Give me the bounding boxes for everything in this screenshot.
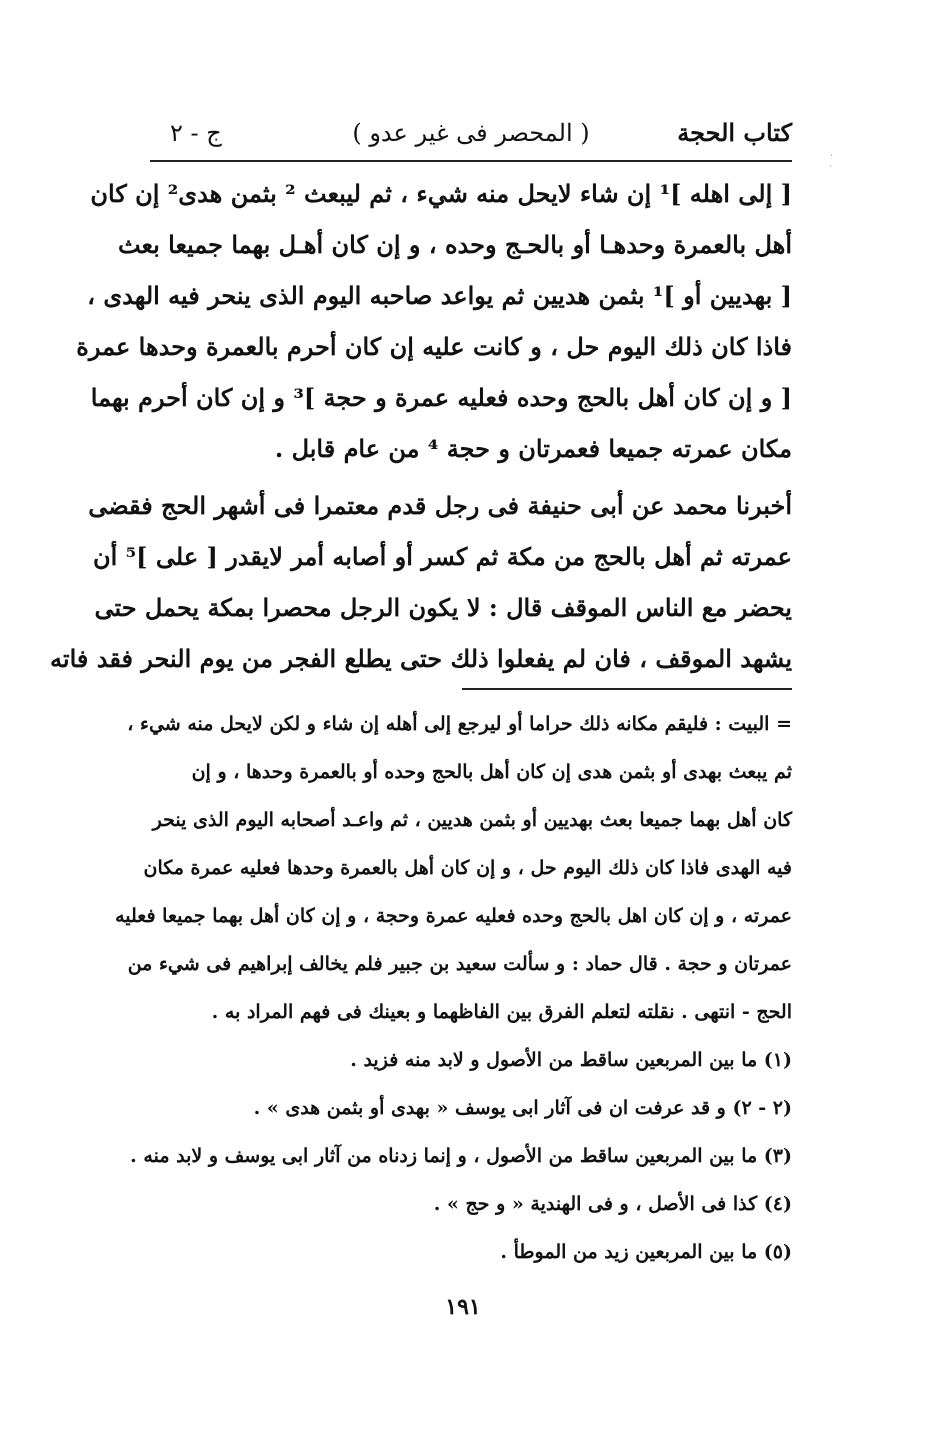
footnote-line: كان أهل بهما جميعا بعث بهديين أو بثمن هديين ، ثم واعـد أصحابه اليوم الذى ينحر (152, 809, 792, 831)
footnote-line: عمرتان و حجة . قال حماد : و سألت سعيد بن جبير فلم يخالف إبراهيم فى شيء من (127, 953, 792, 975)
header-divider (150, 160, 792, 162)
text-line: أخبرنا محمد عن أبى حنيفة فى رجل قدم معتمرا فى أشهر الحج فقضى (88, 491, 792, 520)
paragraph-1 (76, 168, 792, 474)
main-text (50, 168, 792, 684)
footnote-line: عمرته ، و إن كان اهل بالحج وحده فعليه عمرة وحجة ، و إن كان أهل بهما جميعا فعليه (115, 905, 792, 927)
footnotes (115, 700, 792, 1276)
text-line: مكان عمرته جميعا فعمرتان و حجة ⁴ من عام قابل . (274, 434, 792, 463)
text-line: يشهد الموقف ، فان لم يفعلوا ذلك حتى يطلع الفجر من يوم النحر فقد فاته (50, 644, 792, 673)
footnote-1: (١) ما بين المربعين ساقط من الأصول و لابد منه فزيد . (350, 1049, 792, 1071)
footnote-divider (462, 688, 792, 690)
volume-number: ج - ٢ (170, 119, 222, 147)
footnote-2: (٢ - ٢) و قد عرفت ان فى آثار ابى يوسف « بهدى أو بثمن هدى » . (253, 1097, 792, 1119)
text-line: [ إلى اهله ]¹ إن شاء لايحل منه شيء ، ثم ليبعث ² بثمن هدى² إن كان (90, 179, 792, 208)
footnote-5: (٥) ما بين المربعين زيد من الموطأ . (500, 1241, 792, 1263)
footnote-4: (٤) كذا فى الأصل ، و فى الهندية « و حج » . (433, 1193, 792, 1215)
text-line: أهل بالعمرة وحدهـا أو بالحـج وحده ، و إن كان أهـل بهما جميعا بعث (117, 230, 792, 259)
footnote-line: = البيت : فليقم مكانه ذلك حراما أو ليرجع إلى أهله إن شاء و لكن لايحل منه شيء ، (127, 713, 792, 735)
footnote-3: (٣) ما بين المربعين ساقط من الأصول ، و إنما زدناه من آثار ابى يوسف و لابد منه . (130, 1145, 792, 1167)
book-title: كتاب الحجة (677, 118, 792, 147)
footnote-line: الحج - انتهى . نقلته لتعلم الفرق بين الفاظهما و بعينك فى فهم المراد به . (211, 1001, 792, 1023)
text-line: عمرته ثم أهل بالحج من مكة ثم كسر أو أصابه أمر لايقدر [ على ]⁵ أن (92, 542, 792, 571)
text-line: فاذا كان ذلك اليوم حل ، و كانت عليه إن كان أحرم بالعمرة وحدها عمرة (76, 332, 792, 361)
footnote-line: فيه الهدى فاذا كان ذلك اليوم حل ، و إن كان أهل بالعمرة وحدها فعليه عمرة مكان (143, 857, 792, 879)
footnote-list (130, 1036, 792, 1276)
text-line: يحضر مع الناس الموقف قال : لا يكون الرجل محصرا بمكة يحمل حتى (94, 593, 792, 622)
paragraph-2 (50, 480, 792, 684)
footnote-continuation (115, 700, 792, 1036)
margin-specks: · ˙ (828, 151, 833, 176)
page-number: ١٩١ (445, 1294, 481, 1320)
footnote-line: ثم يبعث بهدى أو بثمن هدى إن كان أهل بالحج وحده أو بالعمرة وحدها ، و إن (191, 761, 792, 783)
text-line: [ و إن كان أهل بالحج وحده فعليه عمرة و حجة ]³ و إن كان أحرم بهما (90, 383, 792, 412)
text-line: [ بهديين أو ]¹ بثمن هديين ثم يواعد صاحبه اليوم الذى ينحر فيه الهدى ، (87, 281, 792, 310)
running-header (150, 112, 792, 154)
chapter-title: ( المحصر فى غير عدو ) (352, 119, 590, 147)
